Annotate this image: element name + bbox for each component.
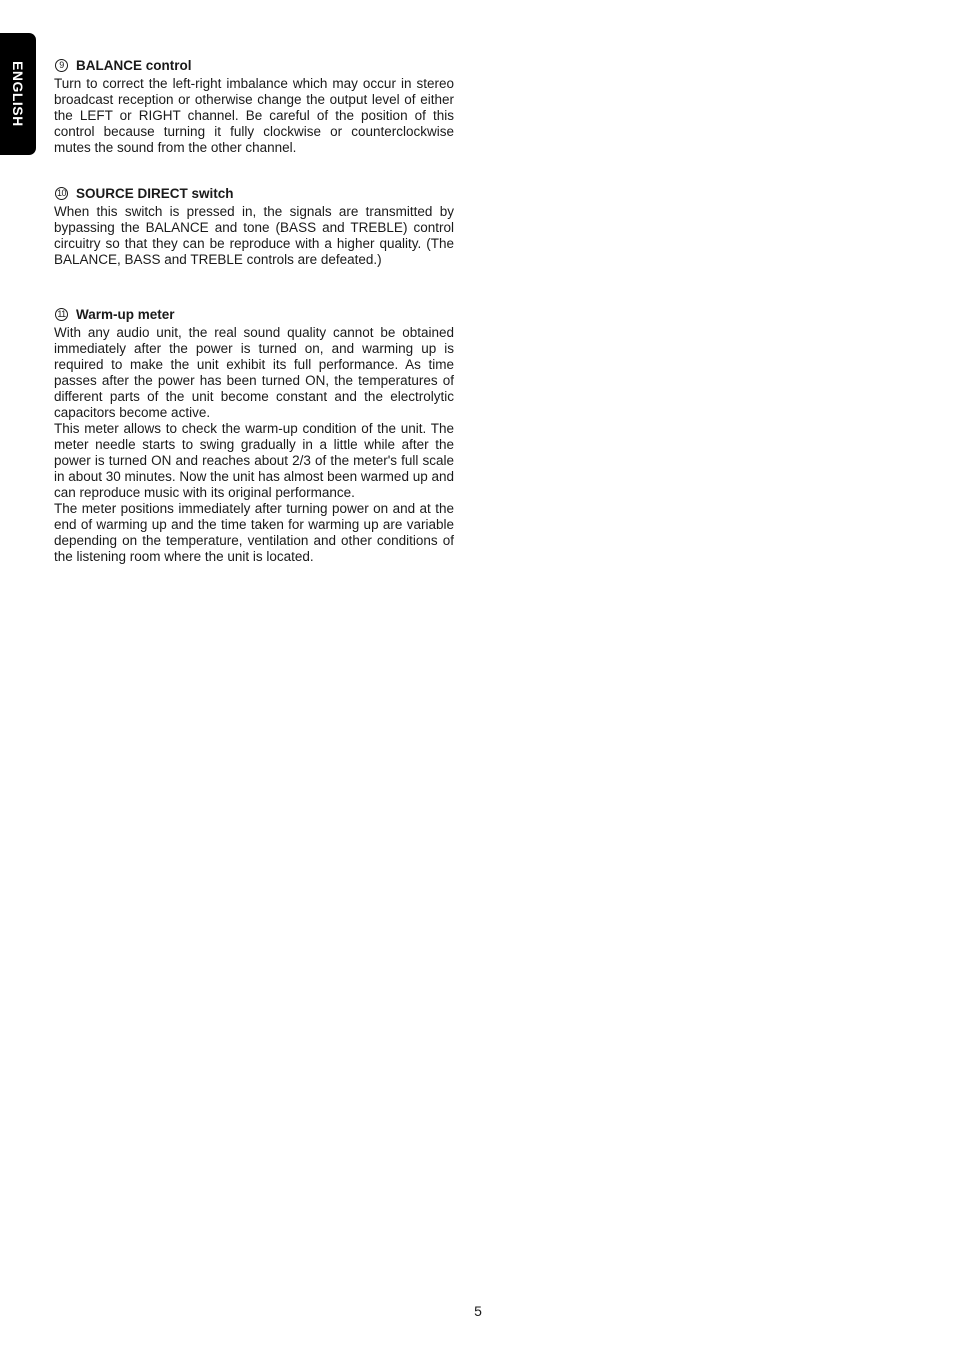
section-heading — [54, 56, 454, 74]
item-number-badge: 11 — [55, 308, 68, 321]
section-heading — [54, 184, 454, 202]
section-title: BALANCE control — [76, 57, 192, 73]
section-paragraph: Turn to correct the left-right imbalance which may occur in stereo broadcast reception or otherwise change the output level of either the LEFT or RIGHT channel. Be careful of the position of this control because turning it fully clockwise or counterclockwise mutes the sound from the other channel. — [54, 76, 454, 155]
section-title: SOURCE DIRECT switch — [76, 185, 234, 201]
section-source-direct-switch — [54, 184, 454, 268]
item-number-badge: 10 — [56, 187, 66, 198]
section-paragraph: With any audio unit, the real sound quality cannot be obtained immediately after the power is turned on, and warming up is required to make the unit exhibit its full performance. As time passes after the power has been turned ON, the temperatures of different parts of the unit become constant and the electrolytic capacitors become active. — [54, 325, 454, 420]
section-heading — [54, 305, 454, 323]
section-warm-up-meter — [54, 305, 454, 565]
language-tab — [0, 33, 36, 155]
item-number-badge: 9 — [55, 59, 68, 72]
section-paragraph: This meter allows to check the warm-up condition of the unit. The meter needle starts to swing gradually in a little while after the power is turned ON and reaches about 2/3 of the meter's full scale in about 30 minutes. Now the unit has almost been warmed up and can reproduce music with its original performance. — [54, 421, 454, 500]
section-paragraph: The meter positions immediately after turning power on and at the end of warming up and the time taken for warming up are variable depending on the temperature, ventilation and other conditions of the listening room where the unit is located. — [54, 501, 454, 564]
section-title: Warm-up meter — [76, 306, 175, 322]
section-balance-control — [54, 56, 454, 156]
section-paragraph: When this switch is pressed in, the signals are transmitted by bypassing the BALANCE and tone (BASS and TREBLE) control circuitry so that they can be reproduce with a higher quality. (The BALANCE, BASS and TREBLE controls are defeated.) — [54, 204, 454, 267]
language-label: ENGLISH — [10, 61, 26, 127]
page-number: 5 — [474, 1303, 482, 1319]
